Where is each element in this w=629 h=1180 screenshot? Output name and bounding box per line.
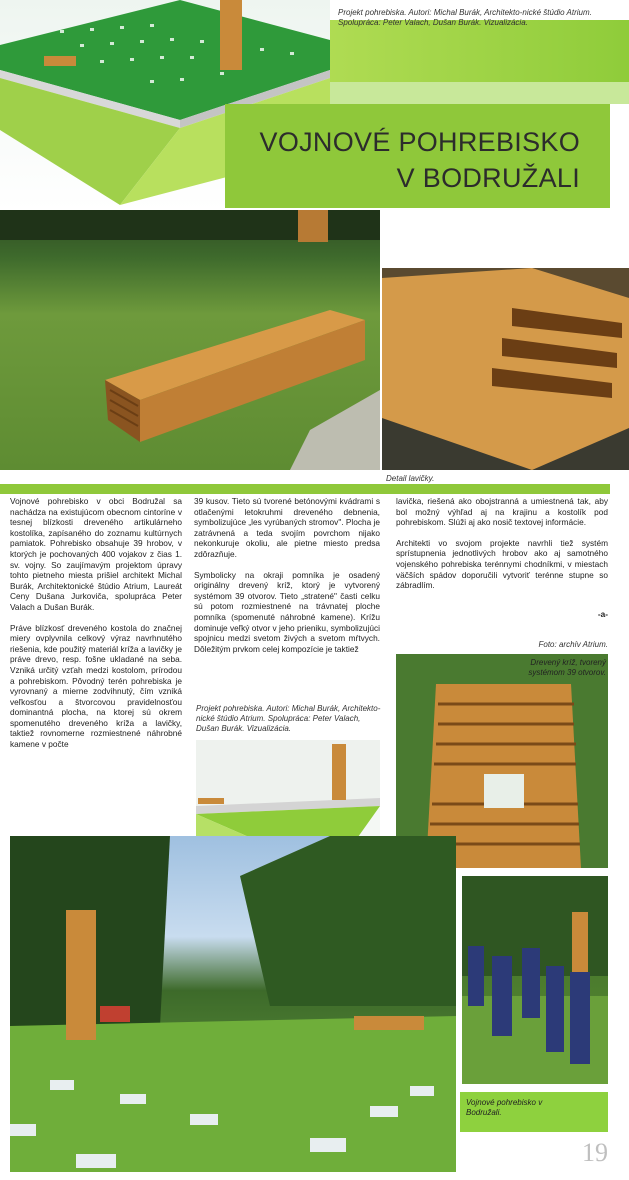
top-render-caption: Projekt pohrebiska. Autori: Michal Burák, Architekto-nické štúdio Atrium. Spolupráca: Peter Valach, Dušan Burák. Vizualizácia. — [338, 8, 592, 27]
page-number: 19 — [582, 1138, 608, 1167]
bench-detail-photo — [382, 268, 629, 470]
cemetery-photo — [10, 836, 456, 1172]
soldiers-photo-svg — [462, 876, 608, 1084]
col1-paragraph-1: Vojnové pohrebisko v obci Bodružal sa nachádza na existujúcom obecnom cintoríne v tesnej blízkosti dreveného artikulárneho kostolíka, zapísaného do zoznamu kultúrnych pamiatok. Pohrebisko obsahuje 39 hrobov, v ktorých je pochovaných 400 vojakov z čias 1. sv. vojny. So zaujímavým projektom úpravy tohto pietneho miesta prišiel architekt Michal Burák, Architektonické štúdio Atrium, Laureát Ceny Dušana Jurkoviča, spolupráca Peter Valach a Dušan Burák. — [10, 496, 182, 612]
col1-paragraph-2: Práve blízkosť dreveného kostola do značnej miery ovplyvnila celkový výraz navrhnutého riešenia, kde použitý materiál kríža a lavičky je práve drevo, resp. fošne ukladané na seba. Vzniká určitý vzťah medzi kostolom, prírodou a pohrebiskom. Pôvodný terén pohrebiska je vyrovnaný a mierne zodvihnutý, čím vzniká veľkosťou a štvorcovou pravidelnosťou dominantná plocha, na ktorej sú okrem spomenutého dreveného kríža a lavičky, taktiež rovnomerne rozmiestnené náhrobné kamene v počte — [10, 622, 182, 750]
col2-paragraph-1: 39 kusov. Tieto sú tvorené betónovými kvádrami s otlačenými letokruhmi dreveného debnenia, symbolizujúce „les vyrúbaných stromov". Plocha je zatrávnená a teda svojím povrchom nijako nekonkuruje okoliu, ale pietne miesto predsa zdôrazňuje. — [194, 496, 381, 559]
text-column-2 — [194, 496, 380, 664]
col3-paragraph-1: lavička, riešená ako obojstranná a umiestnená tak, aby bol možný výhľad aj na krajinu a kostolík pod pohrebiskom. Slúži aj ako nosič textovej informácie. — [396, 496, 608, 528]
col3-paragraph-2: Architekti vo svojom projekte navrhli tiež systém sprístupnenia jednotlivých hrobov ako aj samotného vojenského pohrebiska terénnymi chodníkmi, v miestach väčších spádov doporučili vytvoriť terénne stupne so zábradlím. — [396, 537, 608, 591]
bench-photo-svg — [0, 210, 380, 470]
bench-detail-svg — [382, 268, 629, 470]
soldiers-caption: Vojnové pohrebisko v Bodružali. — [466, 1098, 543, 1117]
cemetery-photo-svg — [10, 836, 456, 1172]
bench-caption: Lavička v priestore pohrebiska. — [4, 474, 115, 483]
article-signature: -a- — [597, 608, 608, 619]
mid-render-caption: Projekt pohrebiska. Autori: Michal Burák, Architekto-nické štúdio Atrium. Spolupráca: Peter Valach, Dušan Burák. Vizualizácia. — [196, 704, 381, 733]
col2-paragraph-2: Symbolicky na okraji pomníka je osadený originálny drevený kríž, ktorý je vytvorený systémom 39 otvorov. Tieto „stratené" časti celku sú potom rozmiestnené na trávnatej ploche pomníka (spomenuté náhrobné kamene). Krížu dominuje veľký otvor v jeho prieniku, symbolizujúci spojnicu medzi svetom živých a svetom mŕtvych. Dôležitým prvkom celej kompozície je taktiež — [194, 569, 380, 654]
photo-credit: Foto: archív Atrium. — [538, 640, 608, 649]
green-divider — [0, 484, 610, 494]
bench-photo — [0, 210, 380, 470]
detail-caption: Detail lavičky. — [386, 474, 435, 483]
cross-caption: Drevený kríž, tvorený systémom 39 otvorov. — [528, 658, 606, 677]
text-column-1 — [10, 496, 182, 760]
header-green-band-light — [330, 82, 629, 104]
title-line-2: V BODRUŽALI — [396, 163, 580, 193]
text-column-3 — [396, 496, 608, 619]
page-title — [240, 124, 580, 196]
title-line-1: VOJNOVÉ POHREBISKO — [259, 127, 580, 157]
soldiers-photo — [462, 876, 608, 1084]
